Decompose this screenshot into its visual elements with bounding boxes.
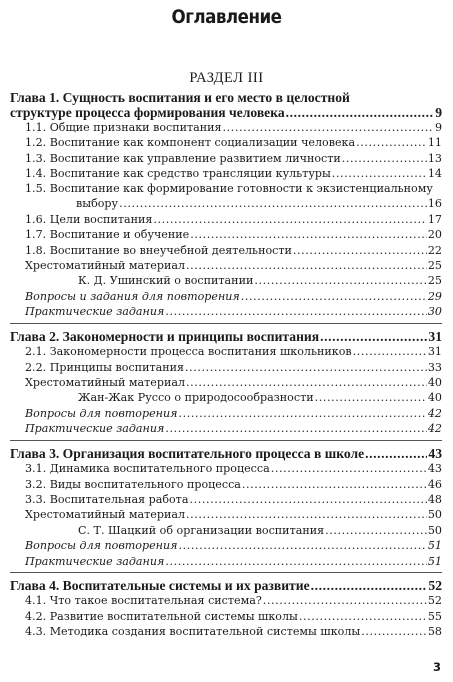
toc-entry[interactable] [10, 390, 442, 405]
chapter-heading-line2: структуре процесса формирования человека [10, 105, 285, 120]
toc-entry-title: 4.2. Развитие воспитательной системы школы [25, 609, 298, 623]
chapter-heading[interactable] [10, 446, 442, 461]
toc-entry-page: 13 [427, 151, 442, 165]
toc-entry-title: 1.5. Воспитание как формирование готовности к экзистенциальному [25, 181, 433, 195]
chapter-page: 9 [435, 105, 442, 120]
toc-entry-page: 29 [427, 289, 442, 303]
toc-entry-page: 42 [427, 422, 442, 436]
toc-entry[interactable] [10, 461, 442, 476]
toc-entry-page: 9 [434, 121, 442, 134]
toc-entry[interactable] [10, 120, 442, 135]
toc-entry-title: Практические задания [25, 305, 165, 319]
toc-entry[interactable] [10, 593, 442, 608]
toc-entry[interactable] [10, 406, 442, 421]
toc-entry-page: 16 [427, 197, 442, 211]
chapter-4 [10, 578, 442, 639]
toc-entry[interactable] [10, 375, 442, 390]
toc-entry[interactable] [10, 624, 442, 639]
toc-entry-page: 51 [427, 554, 442, 568]
toc-entry-title: Вопросы для повторения [25, 406, 178, 420]
chapter-heading[interactable] [10, 578, 442, 593]
toc-entry-title: 1.1. Общие признаки воспитания [25, 121, 222, 134]
toc-entry-page: 22 [427, 243, 442, 257]
toc-entry-title: Жан-Жак Руссо о природосообразности [78, 391, 314, 405]
toc-entry-title: 3.3. Воспитательная работа [25, 492, 189, 506]
chapter-divider [10, 440, 442, 441]
toc-entry-title: 2.2. Принципы воспитания [25, 360, 185, 374]
toc-entry[interactable] [10, 258, 442, 273]
page-number: 3 [432, 660, 441, 674]
chapter-heading[interactable] [10, 329, 442, 344]
toc-entry-title: 2.1. Закономерности процесса воспитания школьников [25, 345, 352, 359]
toc-entry-title: Хрестоматийный материал [25, 508, 186, 522]
chapter-page: 43 [428, 446, 442, 462]
toc-entry-page: 52 [427, 594, 442, 608]
toc-entry-title: Хрестоматийный материал [25, 259, 186, 273]
table-of-contents [10, 90, 442, 645]
toc-entry-title: К. Д. Ушинский о воспитании [78, 274, 254, 288]
chapter-2 [10, 329, 442, 440]
toc-entry-title: 3.1. Динамика воспитательного процесса [25, 462, 270, 476]
chapter-3 [10, 446, 442, 573]
chapter-page: 31 [428, 329, 442, 345]
section-title: РАЗДЕЛ III [189, 70, 264, 86]
toc-entry[interactable] [10, 421, 442, 436]
toc-entry[interactable] [10, 227, 442, 242]
chapter-heading-text: Глава 3. Организация воспитательного процесса в школе [10, 446, 365, 462]
toc-entry-page: 25 [427, 274, 442, 288]
toc-entry-page: 58 [427, 625, 442, 639]
toc-entry-title: 1.8. Воспитание во внеучебной деятельности [25, 243, 292, 257]
toc-entry-page: 17 [427, 212, 442, 226]
toc-entry-title: С. Т. Шацкий об организации воспитания [78, 523, 325, 537]
toc-entry[interactable] [10, 135, 442, 150]
chapter-1 [10, 90, 442, 324]
leader-dots [286, 105, 435, 120]
toc-entry[interactable] [10, 273, 442, 288]
toc-entry-page: 43 [427, 462, 442, 476]
toc-entry-page: 25 [427, 259, 442, 273]
toc-entry-page: 55 [427, 609, 442, 623]
toc-entry-title: Вопросы и задания для повторения [25, 289, 240, 303]
chapter-heading-text: Глава 4. Воспитательные системы и их развитие [10, 578, 310, 594]
toc-entry[interactable] [10, 304, 442, 319]
toc-entry[interactable] [10, 243, 442, 258]
toc-entry[interactable] [10, 538, 442, 553]
toc-entry-title: Вопросы для повторения [25, 539, 178, 553]
toc-entry[interactable] [10, 212, 442, 227]
toc-entry-page: 31 [427, 345, 442, 359]
chapter-heading-text: Глава 2. Закономерности и принципы воспитания [10, 329, 320, 345]
toc-entry-page: 40 [427, 391, 442, 405]
toc-entry-title: 1.4. Воспитание как средство трансляции культуры [25, 167, 331, 181]
toc-entry-page: 46 [427, 477, 442, 491]
toc-entry[interactable] [10, 344, 442, 359]
toc-entry-page: 51 [427, 539, 442, 553]
toc-entry-title: 4.3. Методика создания воспитательной системы школы [25, 625, 361, 639]
toc-entry[interactable] [10, 360, 442, 375]
toc-entry[interactable] [10, 609, 442, 624]
toc-entry-page: 11 [427, 136, 442, 150]
toc-entry-page: 40 [427, 375, 442, 389]
toc-entry-page: 30 [427, 305, 442, 319]
toc-entry-title: 1.3. Воспитание как управление развитием личности [25, 151, 341, 165]
toc-entry[interactable] [10, 151, 442, 166]
toc-entry[interactable] [10, 507, 442, 522]
page-title: Оглавление [171, 6, 282, 28]
toc-entry[interactable] [10, 182, 442, 212]
chapter-heading[interactable] [10, 90, 442, 120]
toc-entry-page: 20 [427, 228, 442, 242]
toc-entry-title: Практические задания [25, 422, 165, 436]
toc-entry-title: Хрестоматийный материал [25, 375, 186, 389]
toc-entry[interactable] [10, 554, 442, 569]
toc-entry-page: 48 [427, 492, 442, 506]
toc-entry[interactable] [10, 477, 442, 492]
toc-entry-title: 3.2. Виды воспитательного процесса [25, 477, 241, 491]
toc-entry-title: 1.2. Воспитание как компонент социализации человека [25, 136, 356, 150]
toc-entry[interactable] [10, 289, 442, 304]
toc-entry-page: 33 [427, 360, 442, 374]
toc-entry[interactable] [10, 492, 442, 507]
chapter-page: 52 [428, 578, 442, 594]
chapter-heading-line1: Глава 1. Сущность воспитания и его место в целостной [10, 90, 350, 105]
toc-entry-title: 1.7. Воспитание и обучение [25, 228, 190, 242]
toc-entry-title: 1.6. Цели воспитания [25, 212, 153, 226]
toc-entry-title: 4.1. Что такое воспитательная система? [25, 594, 262, 608]
toc-entry[interactable] [10, 166, 442, 181]
toc-entry[interactable] [10, 523, 442, 538]
toc-entry-page: 50 [427, 523, 442, 537]
chapter-divider [10, 323, 442, 324]
toc-entry-page: 42 [427, 406, 442, 420]
toc-entry-title-cont: выбору [76, 197, 119, 211]
toc-entry-page: 50 [427, 508, 442, 522]
toc-entry-title: Практические задания [25, 554, 165, 568]
chapter-divider [10, 572, 442, 573]
toc-entry-page: 14 [427, 167, 442, 181]
